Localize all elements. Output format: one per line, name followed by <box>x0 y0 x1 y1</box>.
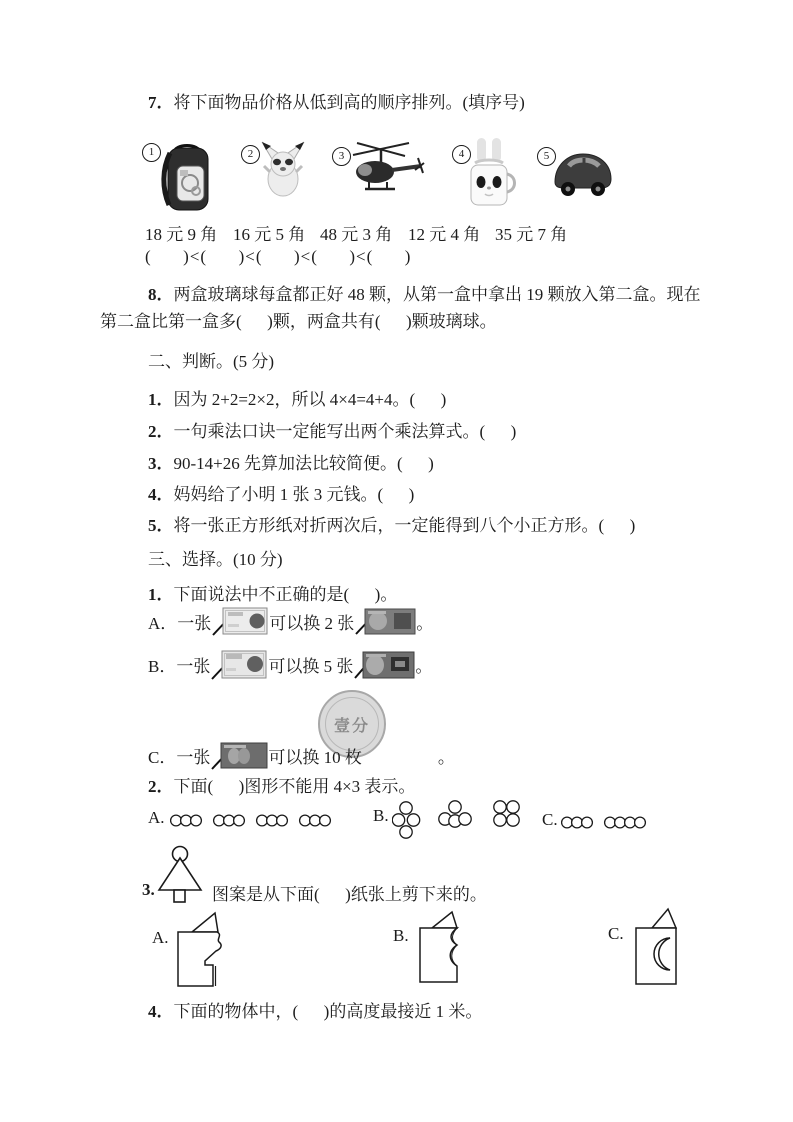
q3-option-c-folded-card <box>628 906 688 986</box>
q3-option-b-folded-card <box>412 908 470 986</box>
price-label-5: 35 元 7 角 <box>495 225 568 244</box>
judge-item-3 <box>148 449 434 474</box>
judge-item-3-number: 3． <box>148 454 174 473</box>
price-label-2: 16 元 5 角 <box>233 225 306 244</box>
choice-q2-number: 2． <box>148 777 174 796</box>
option-c-label: C．一张 <box>148 747 211 767</box>
question-8-number: 8． <box>148 285 174 304</box>
answer-blank-line: ( )<( )<( )<( )<( ) <box>145 247 412 266</box>
option-b-period: 。 <box>415 656 433 676</box>
q2-option-c-label: C. <box>542 810 558 829</box>
question-8-line1 <box>148 280 701 305</box>
question-7-text: 将下面物品价格从低到高的顺序排列。(填序号) <box>173 93 525 112</box>
judge-item-2-number: 2． <box>148 422 174 441</box>
judge-item-5 <box>148 511 635 536</box>
judge-item-4-text: 妈妈给了小明 1 张 3 元钱。( ) <box>173 485 415 504</box>
judge-item-5-text: 将一张正方形纸对折两次后，一定能得到八个小正方形。( ) <box>173 516 636 535</box>
q3-option-a-label: A. <box>152 928 169 947</box>
judge-item-4-number: 4． <box>148 485 174 504</box>
choice-q3-text: 图案是从下面( )纸张上剪下来的。 <box>212 885 487 904</box>
choice-q3-number: 3. <box>142 880 155 899</box>
choice-q1-option-a <box>148 602 433 640</box>
price-label-1: 18 元 9 角 <box>145 225 218 244</box>
item-index-badge: 1 <box>142 143 161 162</box>
option-c-mid-text: 可以换 10 枚 <box>268 747 362 767</box>
rabbit-mug-icon <box>465 136 519 212</box>
question-7-number: 7． <box>148 93 174 112</box>
question-8-text1: 两盒玻璃球每盒都正好 48 颗，从第一盒中拿出 19 颗放入第二盒。现在 <box>173 285 701 304</box>
q3-option-a-folded-card <box>170 910 230 988</box>
choice-q2-text: 下面( )图形不能用 4×3 表示。 <box>173 777 416 796</box>
q3-option-c-label: C. <box>608 924 624 943</box>
judge-item-4 <box>148 480 414 505</box>
choice-q2 <box>148 772 415 797</box>
judge-item-2 <box>148 417 516 442</box>
judge-item-3-text: 90-14+26 先算加法比较简便。( ) <box>173 454 434 473</box>
choice-q4-number: 4． <box>148 1002 174 1021</box>
q2-option-c-figure <box>561 815 657 830</box>
question-7 <box>148 88 525 113</box>
section-3-title: 三、选择。(10 分) <box>148 550 283 569</box>
q3-option-b-label: B. <box>393 926 409 945</box>
banknote-2-yuan-icon <box>353 647 415 681</box>
option-a-label: A．一张 <box>148 613 212 633</box>
item-index-badge: 2 <box>241 145 260 164</box>
choice-q1-text: 下面说法中不正确的是( )。 <box>173 585 398 604</box>
item-index-badge: 4 <box>452 145 471 164</box>
choice-q4-text: 下面的物体中，( )的高度最接近 1 米。 <box>173 1002 483 1021</box>
banknote-10-yuan-icon <box>210 646 268 682</box>
banknote-1-jiao-icon <box>210 738 268 772</box>
section-2-title: 二、判断。(5 分) <box>148 352 275 371</box>
choice-q1-option-c <box>148 736 455 774</box>
q2-option-b-label: B. <box>373 806 389 825</box>
price-label-3: 48 元 3 角 <box>320 225 393 244</box>
choice-q1-number: 1． <box>148 585 174 604</box>
toy-car-icon <box>551 144 615 202</box>
q2-option-b-figure <box>392 796 522 846</box>
banknote-10-yuan-icon <box>211 604 269 638</box>
judge-item-2-text: 一句乘法口诀一定能写出两个乘法算式。( ) <box>173 422 517 441</box>
choice-q1-option-b <box>148 645 432 683</box>
question-8-line2: 第二盒比第一盒多( )颗，两盒共有( )颗玻璃球。 <box>100 312 497 331</box>
banknote-5-yuan-icon <box>354 605 416 637</box>
option-b-label: B．一张 <box>148 656 211 676</box>
item-index-badge: 3 <box>332 147 351 166</box>
option-b-mid-text: 可以换 5 张 <box>268 656 354 676</box>
backpack-icon <box>160 139 214 215</box>
choice-q4 <box>148 997 482 1022</box>
price-label-4: 12 元 4 角 <box>408 225 481 244</box>
option-a-period: 。 <box>416 613 434 633</box>
judge-item-1 <box>148 385 446 410</box>
paper-doll-figure <box>157 845 203 903</box>
q2-option-a-label: A. <box>148 808 165 827</box>
judge-item-1-number: 1． <box>148 390 174 409</box>
option-c-period: 。 <box>437 747 455 767</box>
q2-option-a-figure <box>170 813 332 828</box>
pikachu-toy-icon <box>258 139 308 197</box>
toy-helicopter-icon <box>345 140 425 198</box>
judge-item-5-number: 5． <box>148 516 174 535</box>
option-a-mid-text: 可以换 2 张 <box>269 613 355 633</box>
item-index-badge: 5 <box>537 147 556 166</box>
judge-item-1-text: 因为 2+2=2×2，所以 4×4=4+4。( ) <box>173 390 447 409</box>
coin-denomination-text: 壹分 <box>333 717 370 735</box>
